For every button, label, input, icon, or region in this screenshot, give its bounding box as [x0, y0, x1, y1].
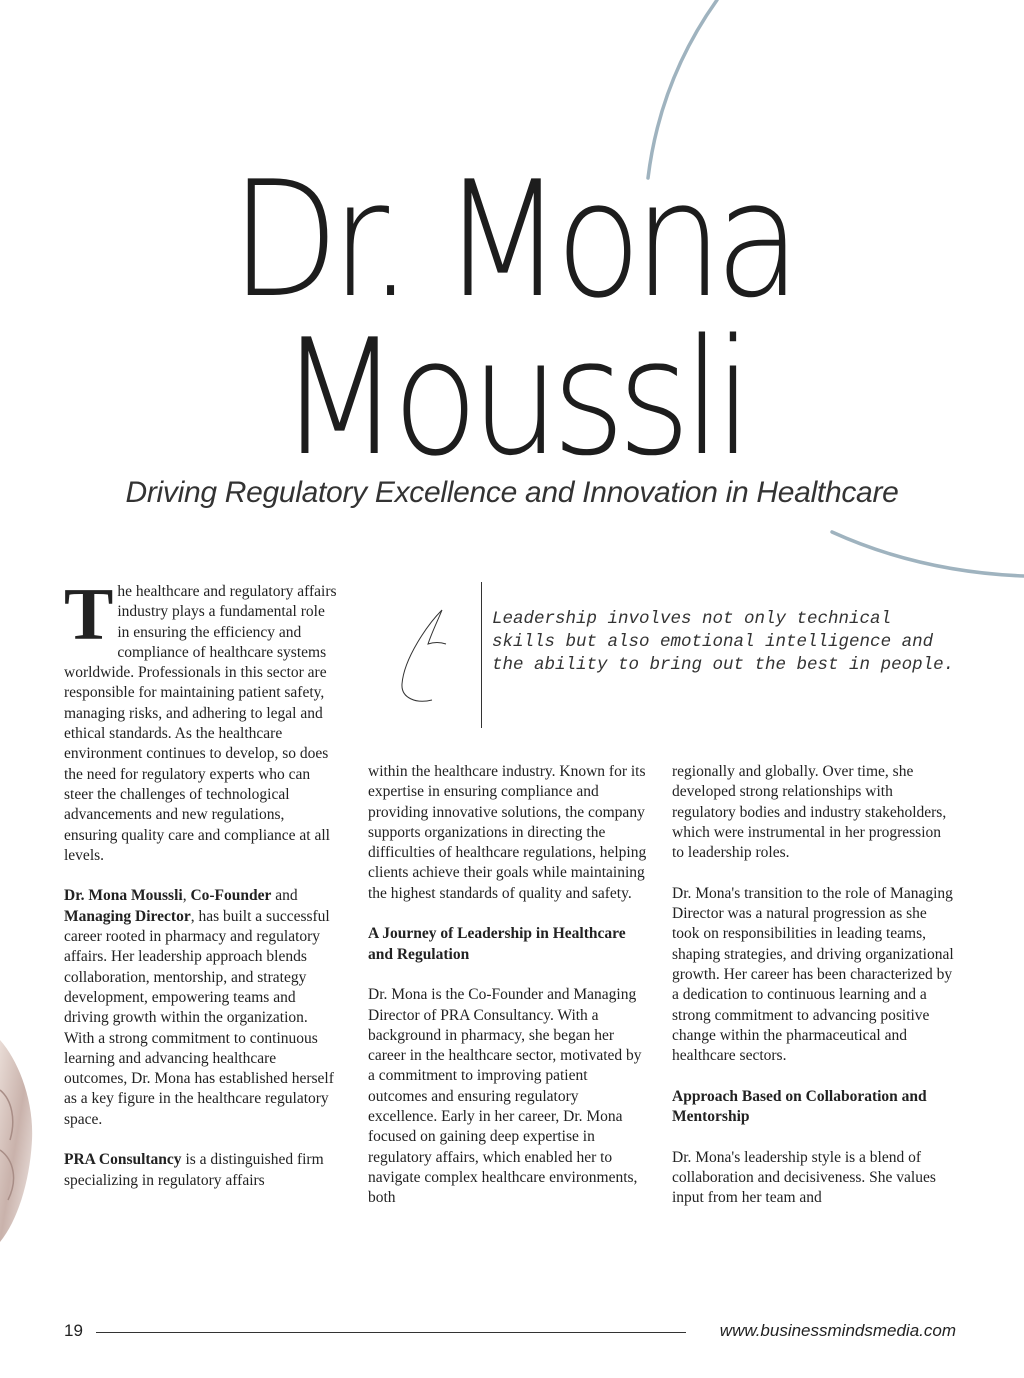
pull-quote: Leadership involves not only technical skills but also emotional intelligence and the ability to bring out the best in people.	[492, 609, 955, 675]
title-line-2: Moussli	[278, 304, 746, 491]
intro-paragraph	[64, 574, 340, 866]
profile-role-1: Co-Founder	[190, 887, 272, 905]
col2-paragraph-2: Dr. Mona is the Co-Founder and Managing Director of PRA Consultancy. With a background in pharmacy, she began her career in the healthcare sector, motivated by a commitment to improving patient outcomes and ensuring regulatory excellence. Early in her career, Dr. Mona focused on gaining deep expertise in regulatory affairs, which enabled her to navigate complex healthcare environments, both	[368, 986, 642, 1207]
section-heading-journey: A Journey of Leadership in Healthcare and Regulation	[368, 925, 626, 963]
page-number: 19	[64, 1321, 83, 1340]
intro-text: he healthcare and regulatory affairs industry plays a fundamental role in ensuring the efficiency and compliance of healthcare systems worldwide. Professionals in this sector are responsible for maintaining patient safety, managing risks, and adhering to legal and ethical standards. As the healthcare environment continues to develop, so does the need for regulatory experts who can steer the challenges of technological advancements and new regulations, ensuring quality care and compliance at all levels.	[64, 583, 337, 864]
column-1	[64, 574, 340, 1211]
company-paragraph	[64, 1150, 340, 1191]
company-text: is a distinguished firm specializing in regulatory affairs	[64, 1151, 324, 1189]
subtitle: Driving Regulatory Excellence and Innovation in Healthcare	[125, 476, 899, 509]
title-line-1: Dr. Mona	[230, 146, 794, 333]
profile-name: Dr. Mona Moussli	[64, 887, 183, 905]
profile-text: , has built a successful career rooted in pharmacy and regulatory affairs. Her leadership approach blends collaboration, mentorship, and strategy development, empowering teams and driving growth within the organization. With a strong commitment to continuous learning and advancing healthcare outcomes, Dr. Mona has established herself as a key figure in the healthcare regulatory space.	[64, 907, 334, 1128]
company-name: PRA Consultancy	[64, 1151, 182, 1169]
footer-url: www.businessmindsmedia.com	[719, 1321, 956, 1340]
decorative-shell-image	[0, 1030, 40, 1250]
quote-divider	[481, 582, 482, 728]
quote-mark-icon	[398, 606, 458, 706]
footer-rule	[96, 1332, 686, 1333]
drop-cap: T	[64, 574, 114, 656]
column-3	[672, 762, 954, 1229]
col3-paragraph-1: regionally and globally. Over time, she developed strong relationships with regulatory bodies and industry stakeholders, which were instrumental in her progression to leadership roles.	[672, 763, 947, 862]
profile-role-2: Managing Director	[64, 907, 191, 925]
col2-paragraph-1: within the healthcare industry. Known for its expertise in ensuring compliance and providing innovative solutions, the company supports organizations in directing the difficulties of healthcare regulations, helping clients achieve their goals while maintaining the highest standards of quality and safety.	[368, 763, 647, 902]
col3-paragraph-3: Dr. Mona's leadership style is a blend of collaboration and decisiveness. She values input from her team and	[672, 1148, 936, 1207]
profile-paragraph: Dr. Mona Moussli, Co-Founder and Managing Director, has built a successful career rooted in pharmacy and regulatory affairs. Her leadership approach blends collaboration, mentorship, and strategy development, empowering teams and driving growth within the organization. With a strong commitment to continuous learning and advancing healthcare outcomes, Dr. Mona has established herself as a key figure in the healthcare regulatory space.	[64, 887, 334, 1128]
column-2	[368, 762, 650, 1229]
section-heading-approach: Approach Based on Collaboration and Mentorship	[672, 1087, 927, 1126]
right-arc	[832, 532, 1024, 576]
col3-paragraph-2: Dr. Mona's transition to the role of Managing Director was a natural progression as she took on responsibilities in leading teams, shaping strategies, and driving organizational growth. Her career has been characterized by a dedication to continuous learning and a strong commitment to advancing positive change within the pharmaceutical and healthcare sectors.	[672, 884, 954, 1065]
